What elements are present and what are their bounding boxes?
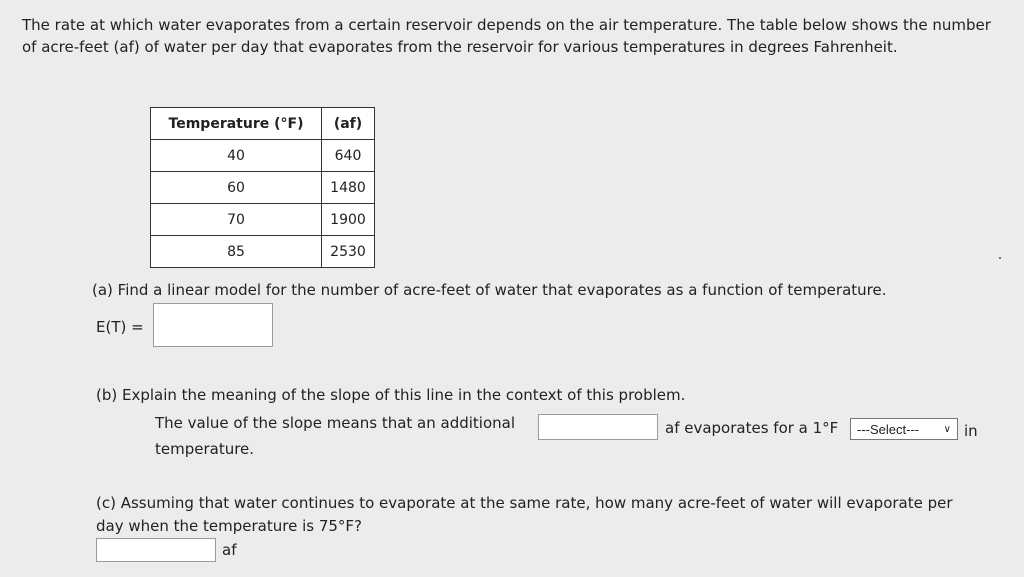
table-header-row [151,108,375,140]
linear-model-input[interactable] [153,303,273,347]
stray-dot [999,257,1001,259]
part-c-question-line1: (c) Assuming that water continues to evaporate at the same rate, how many acre-feet of water will evaporate per [96,494,953,512]
part-b-sentence-mid: af evaporates for a 1°F [665,419,839,437]
select-value: ---Select--- [857,421,920,437]
acre-feet-input[interactable] [96,538,216,562]
table-row [151,172,375,204]
column-header-temperature: Temperature (°F) [151,108,322,140]
part-b-sentence-start: The value of the slope means that an additional [155,414,516,432]
part-a-question: (a) Find a linear model for the number of acre-feet of water that evaporates as a function of temperature. [92,281,887,299]
part-c-unit: af [222,541,237,559]
table-cell-temperature: 70 [151,204,322,236]
part-c-question-line2: day when the temperature is 75°F? [96,517,363,535]
part-b-sentence-tail: temperature. [155,440,255,458]
table-cell-af: 1900 [322,204,375,236]
part-a-label: E(T) = [96,318,144,336]
table-row [151,236,375,268]
table-cell-af: 2530 [322,236,375,268]
problem-intro: The rate at which water evaporates from a certain reservoir depends on the air temperature. The table below shows the number of acre-feet (af) of water per day that evaporates from the reservoir for various temperatures in degrees Fahrenheit. [22,16,991,56]
table-cell-temperature: 60 [151,172,322,204]
column-header-af: (af) [322,108,375,140]
part-b-sentence-end: in [964,422,978,440]
data-table [150,107,375,268]
table-cell-af: 640 [322,140,375,172]
table-row [151,204,375,236]
part-b-question: (b) Explain the meaning of the slope of this line in the context of this problem. [96,386,686,404]
table-cell-af: 1480 [322,172,375,204]
table-cell-temperature: 40 [151,140,322,172]
change-direction-select[interactable] [850,418,958,440]
table-row [151,140,375,172]
table-cell-temperature: 85 [151,236,322,268]
chevron-down-icon: ∨ [943,423,951,435]
slope-value-input[interactable] [538,414,658,440]
